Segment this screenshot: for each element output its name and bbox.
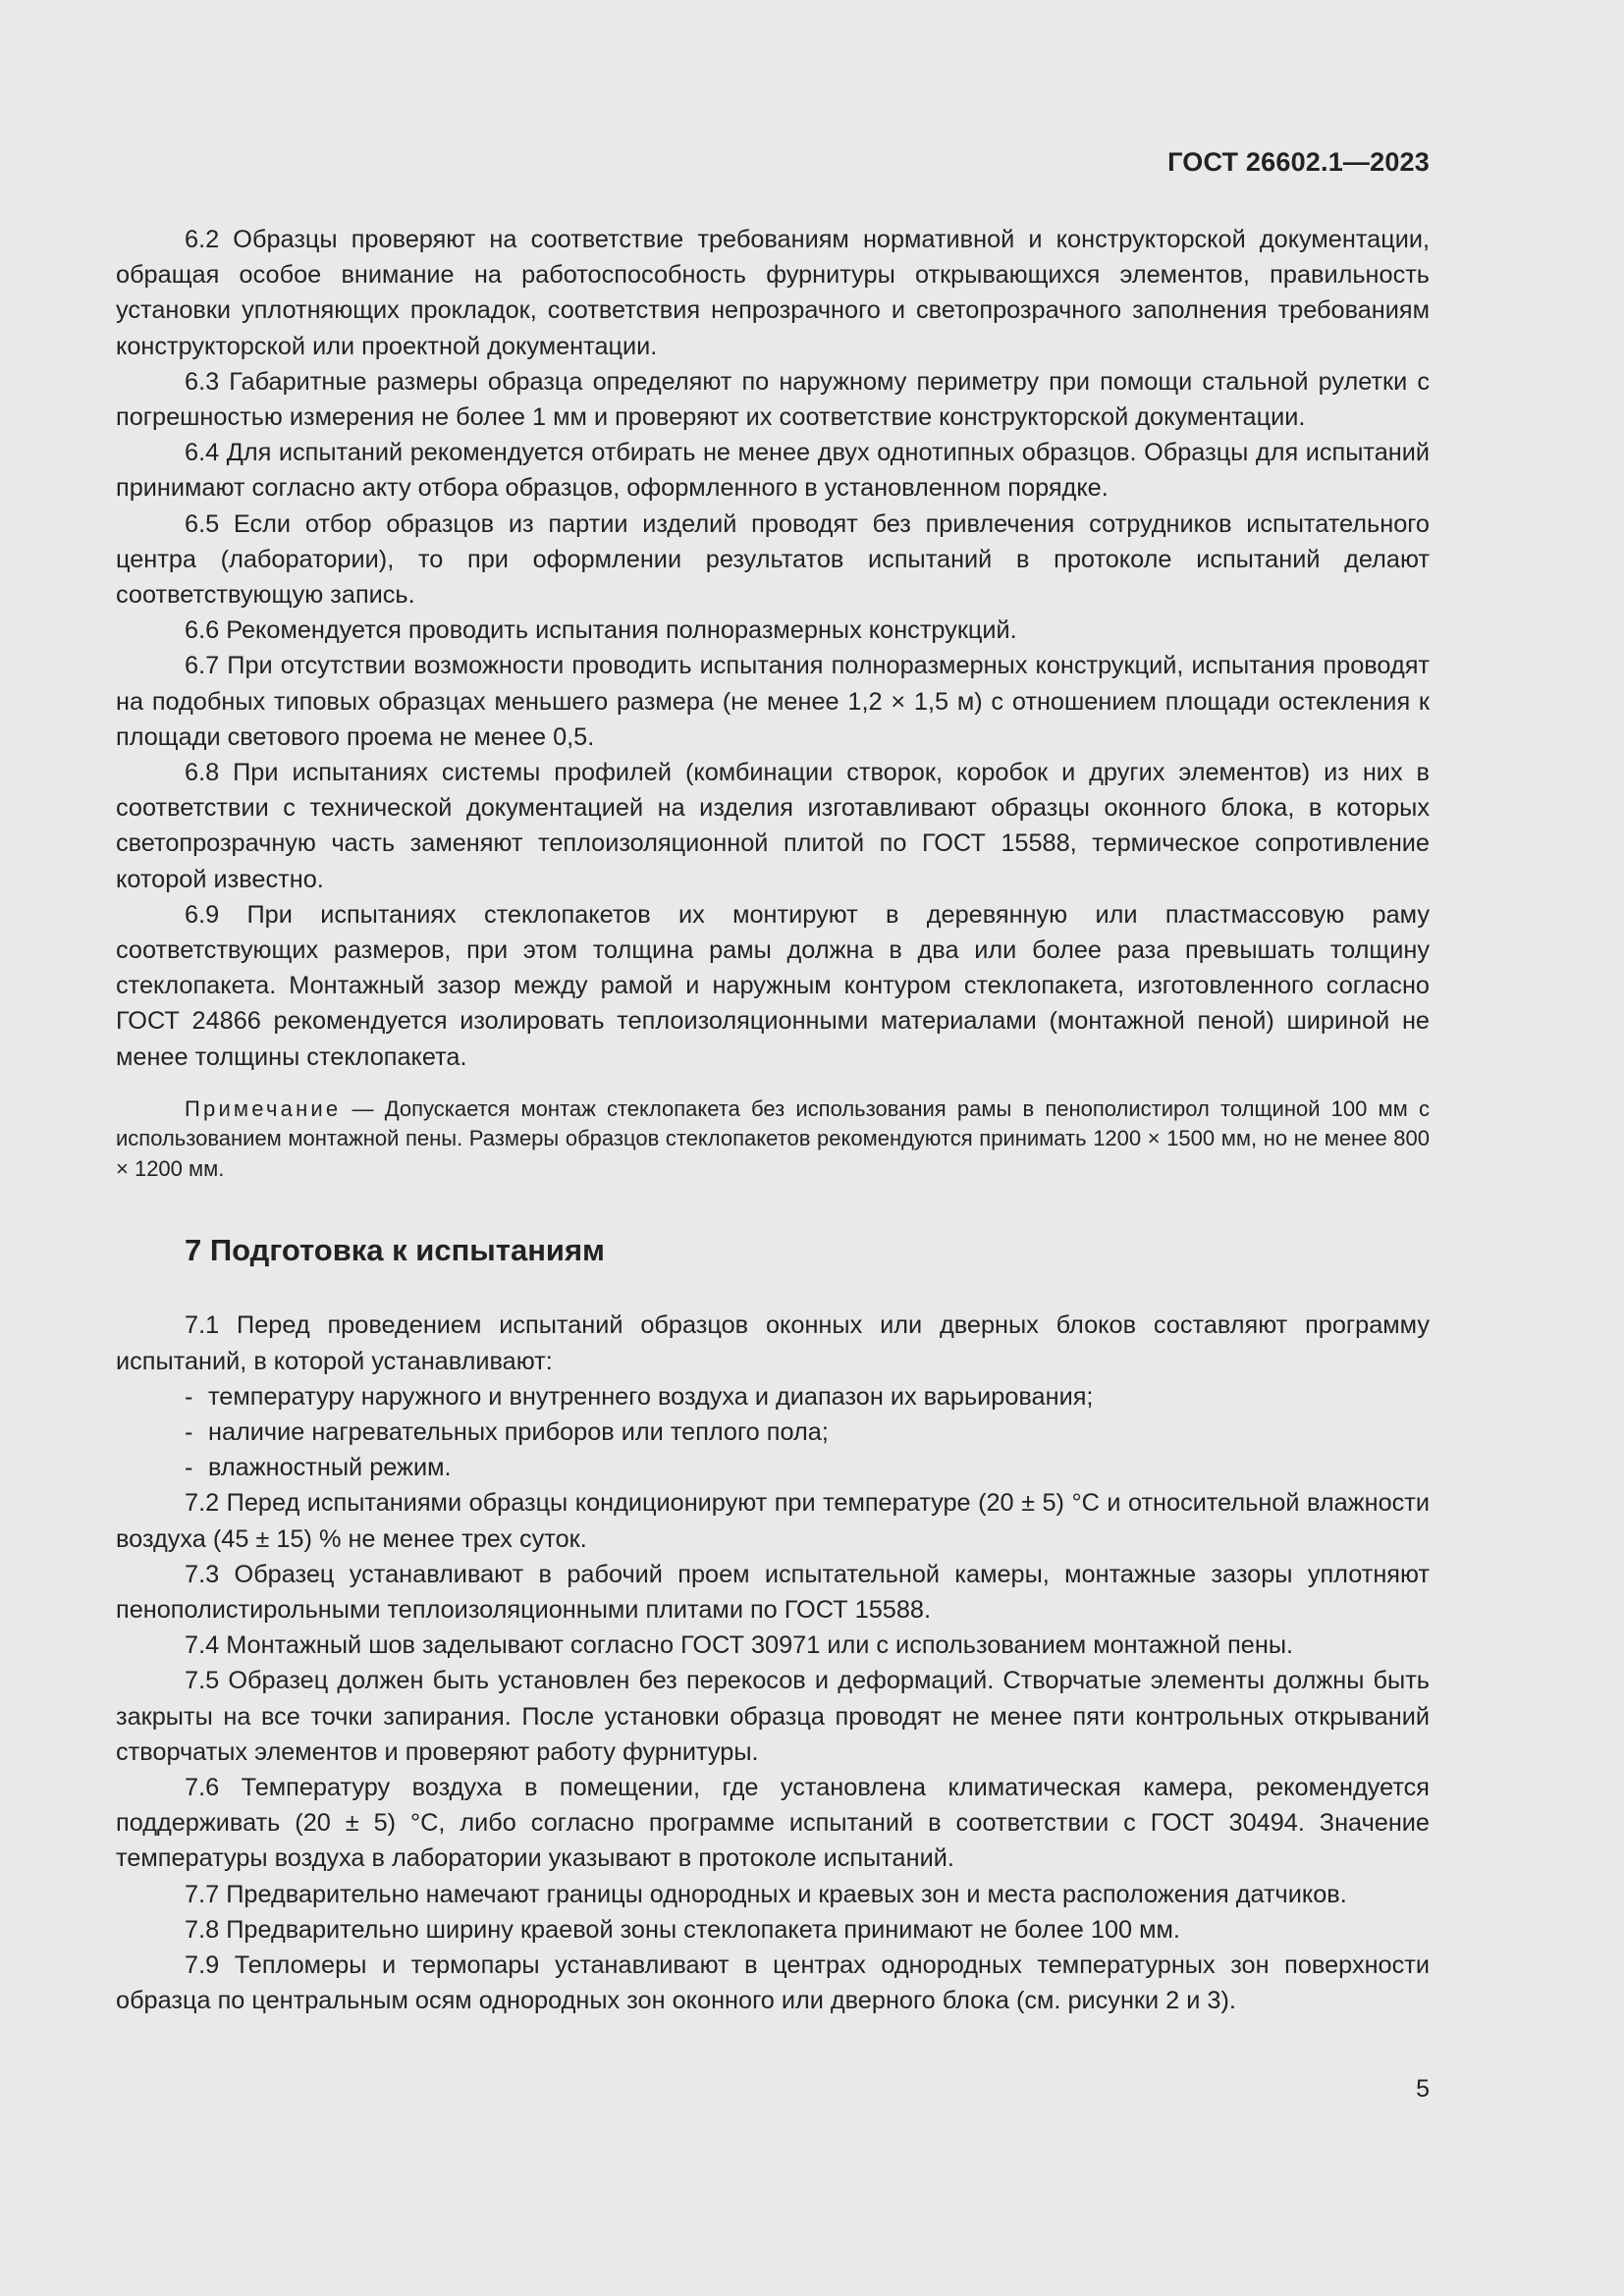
paragraph-7-7: 7.7 Предварительно намечают границы однородных и краевых зон и места расположения датчиков. bbox=[185, 1880, 1347, 1908]
paragraph-6-5: 6.5 Если отбор образцов из партии изделий проводят без привлечения сотрудников испытательного центра (лаборатории), то при оформлении результатов испытаний в протоколе испытаний делают соответствующую запись. bbox=[116, 509, 1430, 610]
paragraph-7-4: 7.4 Монтажный шов заделывают согласно ГОСТ 30971 или с использованием монтажной пены. bbox=[185, 1631, 1294, 1660]
section-7-title: 7 Подготовка к испытаниям bbox=[185, 1233, 605, 1268]
paragraph-7-6: 7.6 Температуру воздуха в помещении, где установлена климатическая камера, рекомендуется поддерживать (20 ± 5) °С, либо согласно программе испытаний в соответствии с ГОСТ 30494. Значение температуры воздуха в лаборатории указывают в протоколе испытаний. bbox=[116, 1774, 1430, 1873]
paragraph-6-9: 6.9 При испытаниях стеклопакетов их монтируют в деревянную или пластмассовую раму соответствующих размеров, при этом толщина рамы должна в два или более раза превышать толщину стеклопакета. Монтажный зазор между рамой и наружным контуром стеклопакета, изготовленного согласно ГОСТ 24866 рекомендуется изолировать теплоизоляционными материалами (монтажной пеной) шириной не менее толщины стеклопакета. bbox=[116, 900, 1430, 1071]
dash-bullet: - bbox=[185, 1454, 193, 1482]
page-number: 5 bbox=[1416, 2075, 1430, 2103]
dash-bullet: - bbox=[185, 1417, 193, 1446]
paragraph-6-2: 6.2 Образцы проверяют на соответствие требованиям нормативной и конструкторской документации, обращая особое внимание на работоспособность фурнитуры открывающихся элементов, правильность установки уплотняющих прокладок, соответствия непрозрачного и светопрозрачного заполнения требованиям конструкторской или проектной документации. bbox=[116, 226, 1430, 360]
paragraph-7-3: 7.3 Образец устанавливают в рабочий проем испытательной камеры, монтажные зазоры уплотняют пенополистирольными теплоизоляционными плитами по ГОСТ 15588. bbox=[116, 1560, 1430, 1624]
paragraph-7-8: 7.8 Предварительно ширину краевой зоны стеклопакета принимают не более 100 мм. bbox=[185, 1915, 1180, 1944]
dash-bullet: - bbox=[185, 1382, 193, 1411]
paragraph-6-8: 6.8 При испытаниях системы профилей (комбинации створок, коробок и других элементов) из них в соответствии с технической документацией на изделия изготавливают образцы оконного блока, в которых светопрозрачную часть заменяют теплоизоляционной плитой по ГОСТ 15588, термическое сопротивление которой известно. bbox=[116, 759, 1430, 893]
paragraph-6-3: 6.3 Габаритные размеры образца определяют по наружному периметру при помощи стальной рулетки с погрешностью измерения не более 1 мм и проверяют их соответствие конструкторской документации. bbox=[116, 367, 1430, 432]
paragraph-7-2: 7.2 Перед испытаниями образцы кондиционируют при температуре (20 ± 5) °С и относительной влажности воздуха (45 ± 15) % не менее трех суток. bbox=[116, 1489, 1430, 1553]
document-header: ГОСТ 26602.1—2023 bbox=[1167, 147, 1430, 177]
page-content bbox=[116, 222, 1430, 2018]
paragraph-6-6: 6.6 Рекомендуется проводить испытания полноразмерных конструкций. bbox=[185, 616, 1017, 645]
list-item: - температуру наружного и внутреннего воздуха и диапазон их варьирования; bbox=[116, 1379, 1430, 1415]
note bbox=[116, 1095, 1430, 1185]
paragraph-7-9: 7.9 Тепломеры и термопары устанавливают в центрах однородных температурных зон поверхности образца по центральным осям однородных зон оконного или дверного блока (см. рисунки 2 и 3). bbox=[116, 1951, 1430, 2015]
paragraph-6-7: 6.7 При отсутствии возможности проводить испытания полноразмерных конструкций, испытания проводят на подобных типовых образцах меньшего размера (не менее 1,2 × 1,5 м) с отношением площади остекления к площади светового проема не менее 0,5. bbox=[116, 652, 1430, 751]
requirements-list bbox=[116, 1379, 1430, 1486]
list-item: - влажностный режим. bbox=[116, 1450, 1430, 1485]
paragraph-7-1: 7.1 Перед проведением испытаний образцов оконных или дверных блоков составляют программу испытаний, в которой устанавливают: bbox=[116, 1311, 1430, 1375]
list-item: - наличие нагревательных приборов или теплого пола; bbox=[116, 1415, 1430, 1450]
paragraph-6-4: 6.4 Для испытаний рекомендуется отбирать не менее двух однотипных образцов. Образцы для испытаний принимают согласно акту отбора образцов, оформленного в установленном порядке. bbox=[116, 439, 1430, 503]
paragraph-7-5: 7.5 Образец должен быть установлен без перекосов и деформаций. Створчатые элементы должны быть закрыты на все точки запирания. После установки образца проводят не менее пяти контрольных открываний створчатых элементов и проверяют работу фурнитуры. bbox=[116, 1667, 1430, 1766]
note-text: — Допускается монтаж стеклопакета без использования рамы в пенополистирол толщиной 100 мм с использованием монтажной пены. Размеры образцов стеклопакетов рекомендуются принимать 1200 × 1500 мм, но не менее 800 × 1200 мм. bbox=[116, 1095, 1430, 1181]
note-label: Примечание bbox=[185, 1095, 342, 1121]
